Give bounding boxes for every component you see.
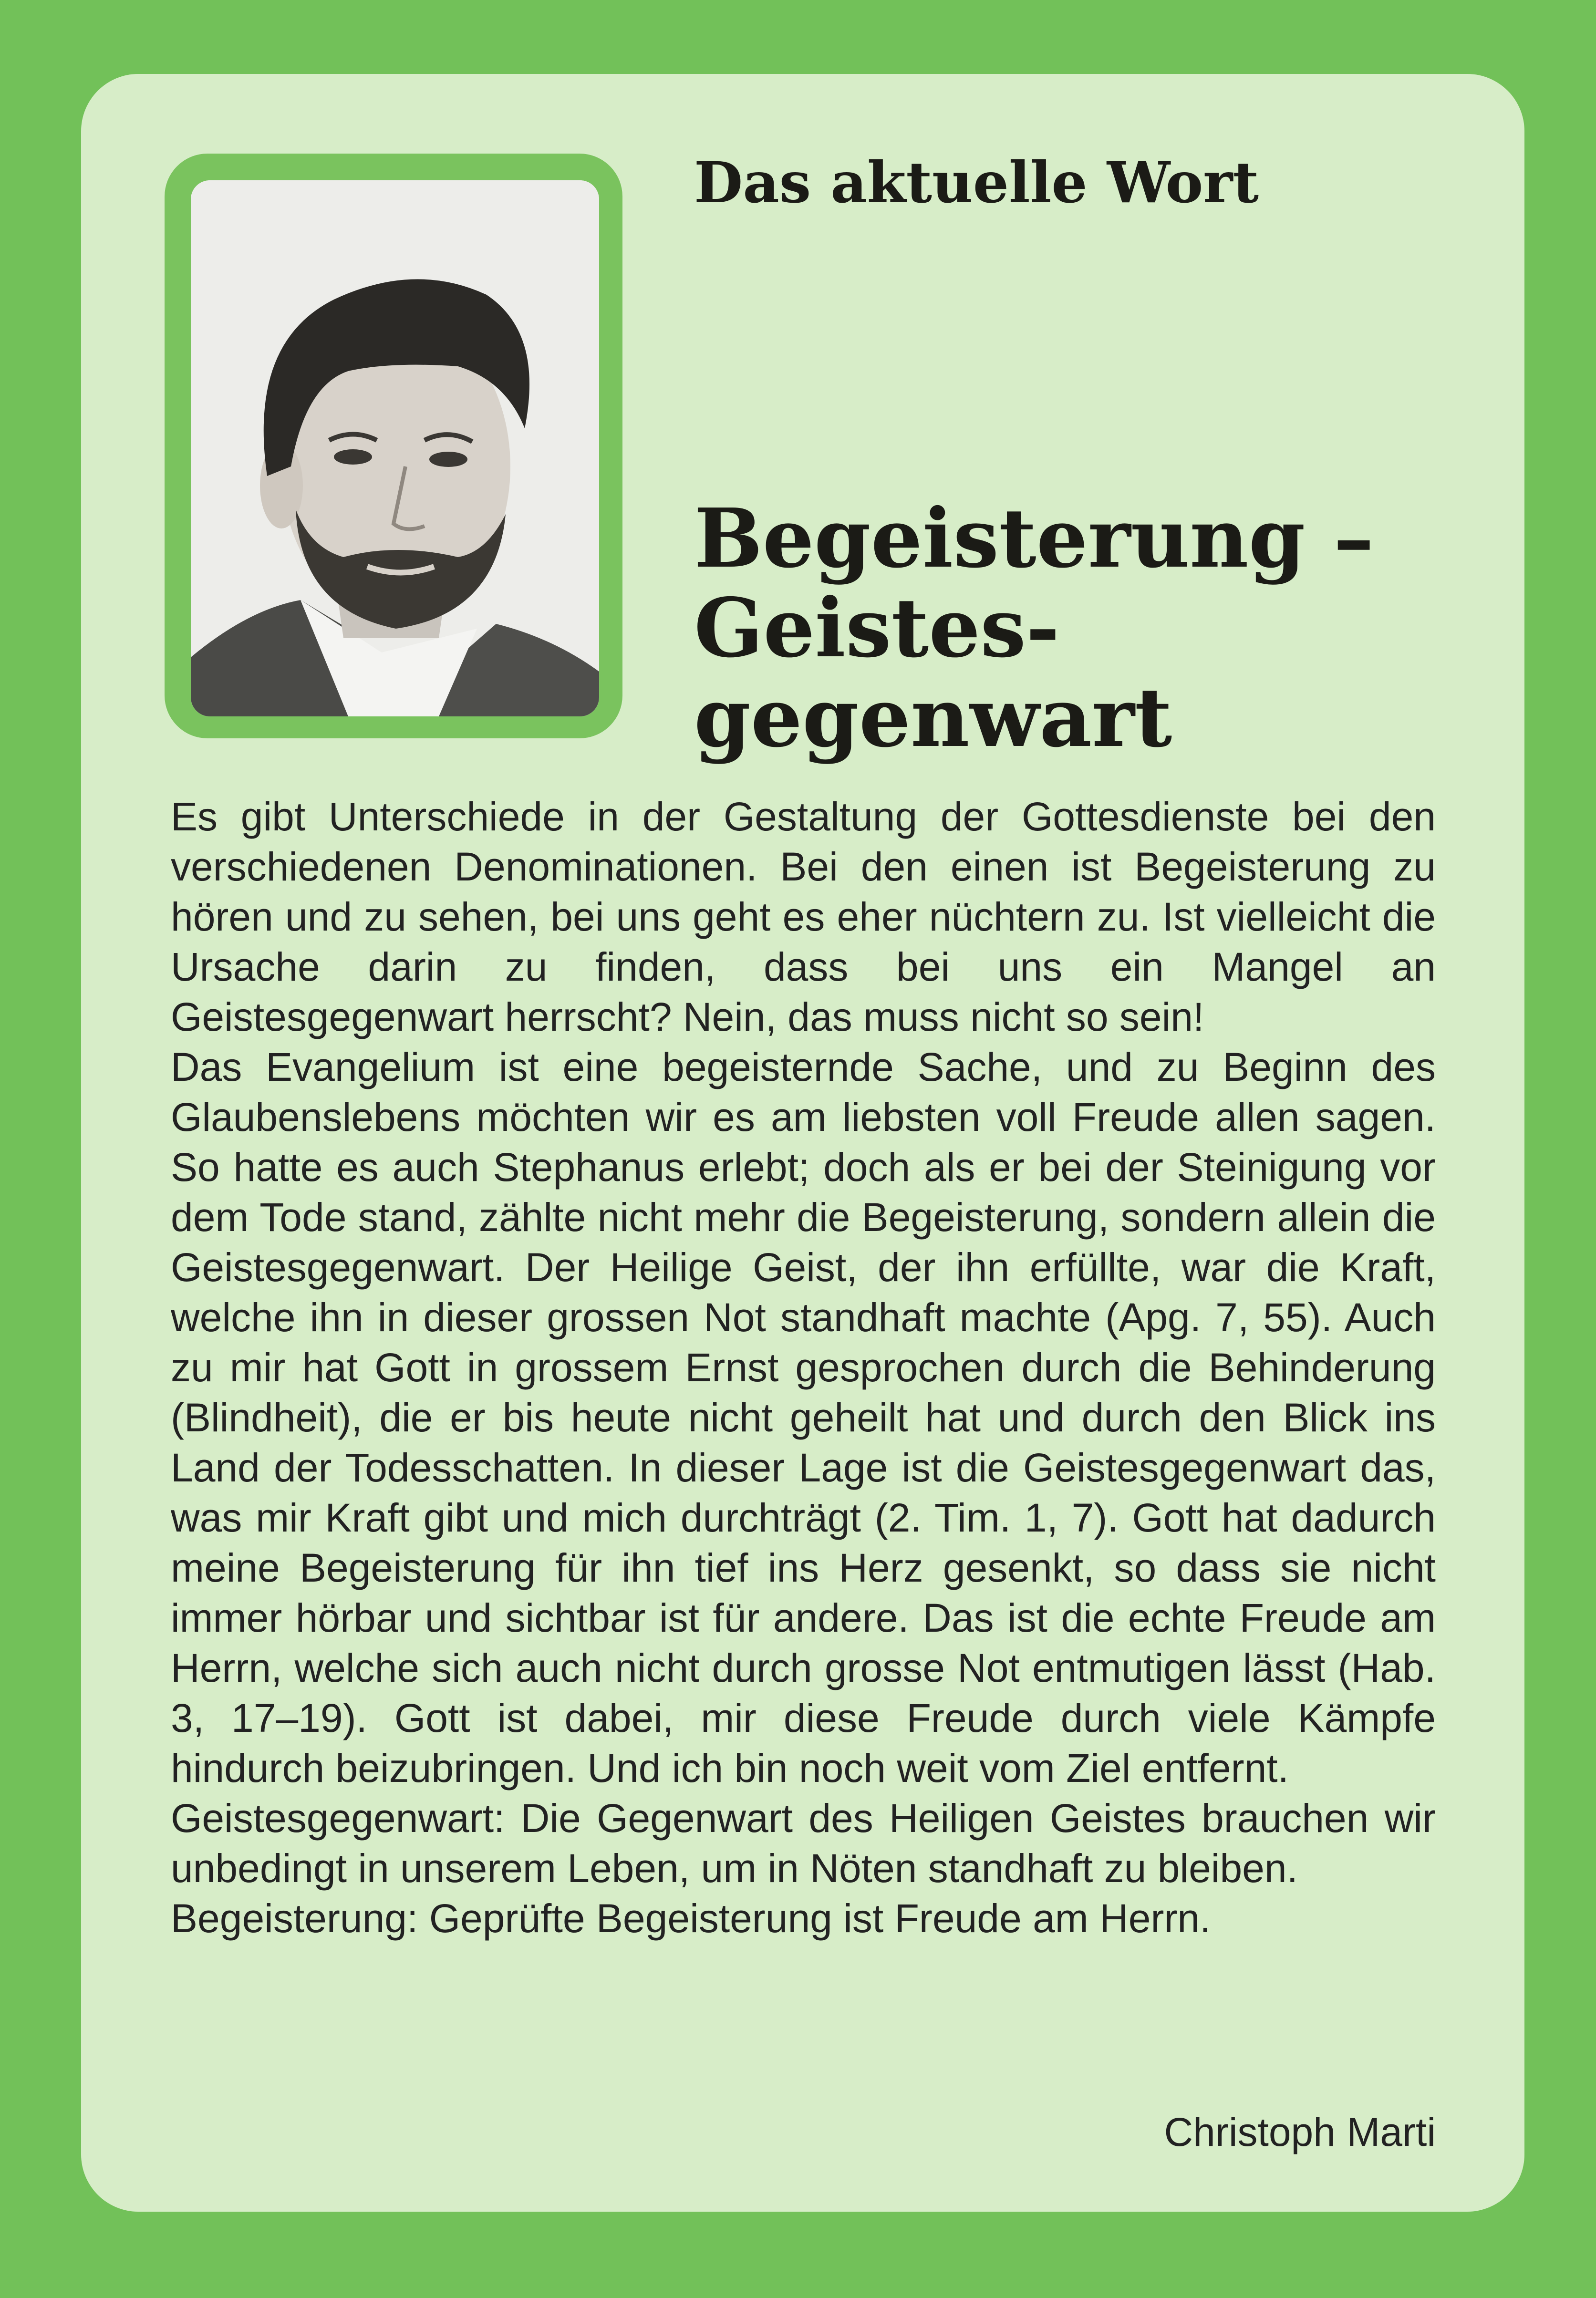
portrait-illustration: [191, 180, 599, 716]
article-body: [171, 792, 1436, 1944]
headline-line: Geistes-: [694, 580, 1060, 676]
body-paragraph: Geistesgegenwart: Die Gegenwart des Heiligen Geistes brauchen wir unbedingt in unserem Leben, um in Nöten standhaft zu bleiben.: [171, 1796, 1436, 1891]
body-paragraph: Begeisterung: Geprüfte Begeisterung ist Freude am Herrn.: [171, 1896, 1211, 1941]
body-paragraph: Das Evangelium ist eine begeisternde Sache, und zu Beginn des Glaubenslebens möchten wir es am liebsten voll Freude allen sagen. So hatte es auch Stephanus erlebt; doch als er bei der Steinigung vor dem Tode stand, zählte nicht mehr die Begeisterung, sondern allein die Geistesgegenwart. Der Heilige Geist, der ihn erfüllte, war die Kraft, welche ihn in dieser grossen Not standhaft machte (Apg. 7, 55). Auch zu mir hat Gott in grossem Ernst gesprochen durch die Behinderung (Blindheit), die er bis heute nicht geheilt hat und durch den Blick ins Land der Todesschatten. In dieser Lage ist die Geistesgegenwart das, was mir Kraft gibt und mich durchträgt (2. Tim. 1, 7). Gott hat dadurch meine Begeisterung für ihn tief ins Herz gesenkt, so dass sie nicht immer hörbar und sichtbar ist für andere. Das ist die echte Freude am Herrn, welche sich auch nicht durch grosse Not entmutigen lässt (Hab. 3, 17–19). Gott ist dabei, mir diese Freude durch viele Kämpfe hindurch beizubringen. Und ich bin noch weit vom Ziel entfernt.: [171, 1045, 1436, 1791]
author-portrait: [191, 180, 599, 716]
author-signature: Christoph Marti: [1164, 2110, 1436, 2154]
body-paragraph: Es gibt Unterschiede in der Gestaltung der Gottesdienste bei den verschiedenen Denominationen. Bei den einen ist Begeisterung zu hören und zu sehen, bei uns geht es eher nüchtern zu. Ist vielleicht die Ursache darin zu finden, dass bei uns ein Mangel an Geistesgegenwart herrscht? Nein, das muss nicht so sein!: [171, 794, 1436, 1039]
column-kicker: Das aktuelle Wort: [694, 149, 1259, 216]
headline-line: Begeisterung –: [694, 491, 1374, 586]
headline-line: gegenwart: [694, 670, 1172, 766]
article-headline: [694, 491, 1505, 766]
